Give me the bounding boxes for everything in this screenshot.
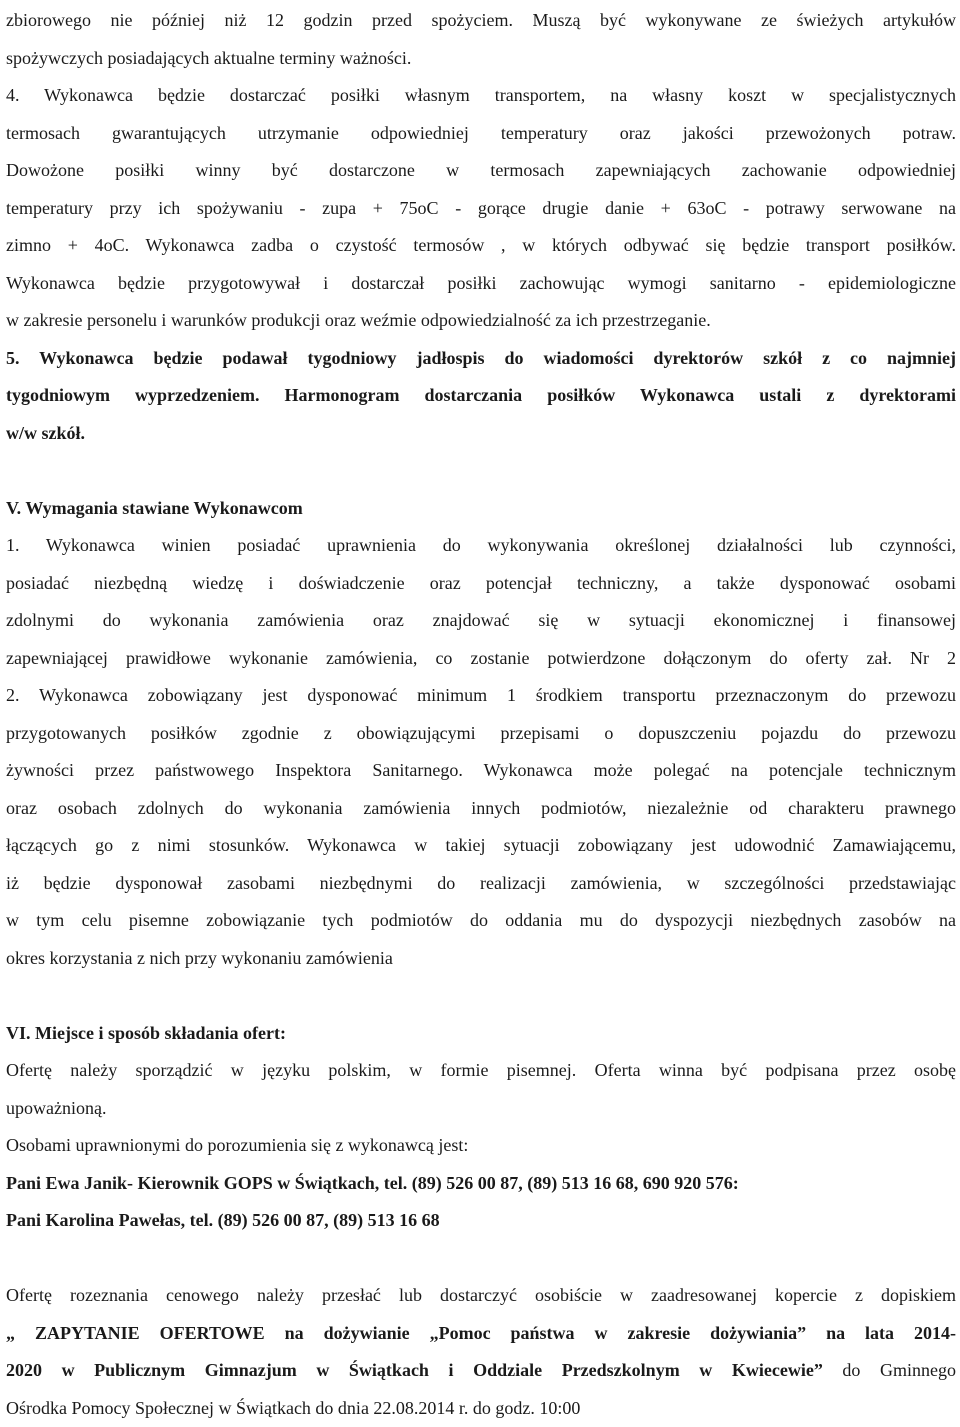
text-span: do Gminnego — [823, 1360, 956, 1380]
text-line: okres korzystania z nich przy wykonaniu zamówienia — [6, 940, 956, 978]
text-line: Ośrodka Pomocy Społecznej w Świątkach do dnia 22.08.2014 r. do godz. 10:00 — [6, 1390, 956, 1427]
text-line: spożywczych posiadających aktualne terminy ważności. — [6, 40, 956, 78]
text-line: Dowożone posiłki winny być dostarczone w termosach zapewniających zachowanie odpowiedniej — [6, 152, 956, 190]
spacer — [6, 977, 956, 1015]
text-line: żywności przez państwowego Inspektora Sanitarnego. Wykonawca może polegać na potencjale technicznym — [6, 752, 956, 790]
text-line: 5. Wykonawca będzie podawał tygodniowy jadłospis do wiadomości dyrektorów szkół z co najmniej — [6, 340, 956, 378]
text-line: temperatury przy ich spożywaniu - zupa + 75oC - gorące drugie danie + 63oC - potrawy serwowane na — [6, 190, 956, 228]
contact-line: Pani Ewa Janik- Kierownik GOPS w Świątkach, tel. (89) 526 00 87, (89) 513 16 68, 690 920 576: — [6, 1165, 956, 1203]
text-line — [6, 1352, 956, 1390]
text-line: przygotowanych posiłków zgodnie z obowiązującymi przepisami o dopuszczeniu pojazdu do przewozu — [6, 715, 956, 753]
text-line: zapewniającej prawidłowe wykonanie zamówienia, co zostanie potwierdzone dołączonym do oferty zał. Nr 2 — [6, 640, 956, 678]
text-line: łączących go z nimi stosunków. Wykonawca w takiej sytuacji zobowiązany jest udowodnić Zamawiającemu, — [6, 827, 956, 865]
text-line: w/w szkół. — [6, 415, 956, 453]
text-line: Ofertę rozeznania cenowego należy przesłać lub dostarczyć osobiście w zaadresowanej kopercie z dopiskiem — [6, 1277, 956, 1315]
text-line: oraz osobach zdolnych do wykonania zamówienia innych podmiotów, niezależnie od charakteru prawnego — [6, 790, 956, 828]
section-heading: V. Wymagania stawiane Wykonawcom — [6, 490, 956, 528]
text-line: Osobami uprawnionymi do porozumienia się z wykonawcą jest: — [6, 1127, 956, 1165]
text-line: termosach gwarantujących utrzymanie odpowiedniej temperatury oraz jakości przewożonych potraw. — [6, 115, 956, 153]
text-line: „ ZAPYTANIE OFERTOWE na dożywianie „Pomoc państwa w zakresie dożywiania” na lata 2014- — [6, 1315, 956, 1353]
bold-span: 2020 w Publicznym Gimnazjum w Świątkach i Oddziale Przedszkolnym w Kwiecewie” — [6, 1360, 823, 1380]
text-line: 2. Wykonawca zobowiązany jest dysponować minimum 1 środkiem transportu przeznaczonym do przewozu — [6, 677, 956, 715]
text-line: upoważnioną. — [6, 1090, 956, 1128]
text-line: Ofertę należy sporządzić w języku polskim, w formie pisemnej. Oferta winna być podpisana przez osobę — [6, 1052, 956, 1090]
text-line: 4. Wykonawca będzie dostarczać posiłki własnym transportem, na własny koszt w specjalistycznych — [6, 77, 956, 115]
section-heading: VI. Miejsce i sposób składania ofert: — [6, 1015, 956, 1053]
spacer — [6, 452, 956, 490]
text-line: zimno + 4oC. Wykonawca zadba o czystość termosów , w których odbywać się będzie transport posiłków. — [6, 227, 956, 265]
text-line: w zakresie personelu i warunków produkcji oraz weźmie odpowiedzialność za ich przestrzeganie. — [6, 302, 956, 340]
text-line: tygodniowym wyprzedzeniem. Harmonogram dostarczania posiłków Wykonawca ustali z dyrektorami — [6, 377, 956, 415]
text-line: 1. Wykonawca winien posiadać uprawnienia do wykonywania określonej działalności lub czynności, — [6, 527, 956, 565]
contact-line: Pani Karolina Pawełas, tel. (89) 526 00 87, (89) 513 16 68 — [6, 1202, 956, 1240]
document-page — [6, 0, 956, 1427]
text-line: iż będzie dysponował zasobami niezbędnymi do realizacji zamówienia, w szczególności przedstawiając — [6, 865, 956, 903]
text-line: Wykonawca będzie przygotowywał i dostarczał posiłki zachowując wymogi sanitarno - epidemiologiczne — [6, 265, 956, 303]
text-line: zbiorowego nie później niż 12 godzin przed spożyciem. Muszą być wykonywane ze świeżych artykułów — [6, 2, 956, 40]
text-line: zdolnymi do wykonania zamówienia oraz znajdować się w sytuacji ekonomicznej i finansowej — [6, 602, 956, 640]
spacer — [6, 1240, 956, 1278]
text-line: w tym celu pisemne zobowiązanie tych podmiotów do oddania mu do dyspozycji niezbędnych zasobów na — [6, 902, 956, 940]
text-line: posiadać niezbędną wiedzę i doświadczenie oraz potencjał techniczny, a także dysponować osobami — [6, 565, 956, 603]
